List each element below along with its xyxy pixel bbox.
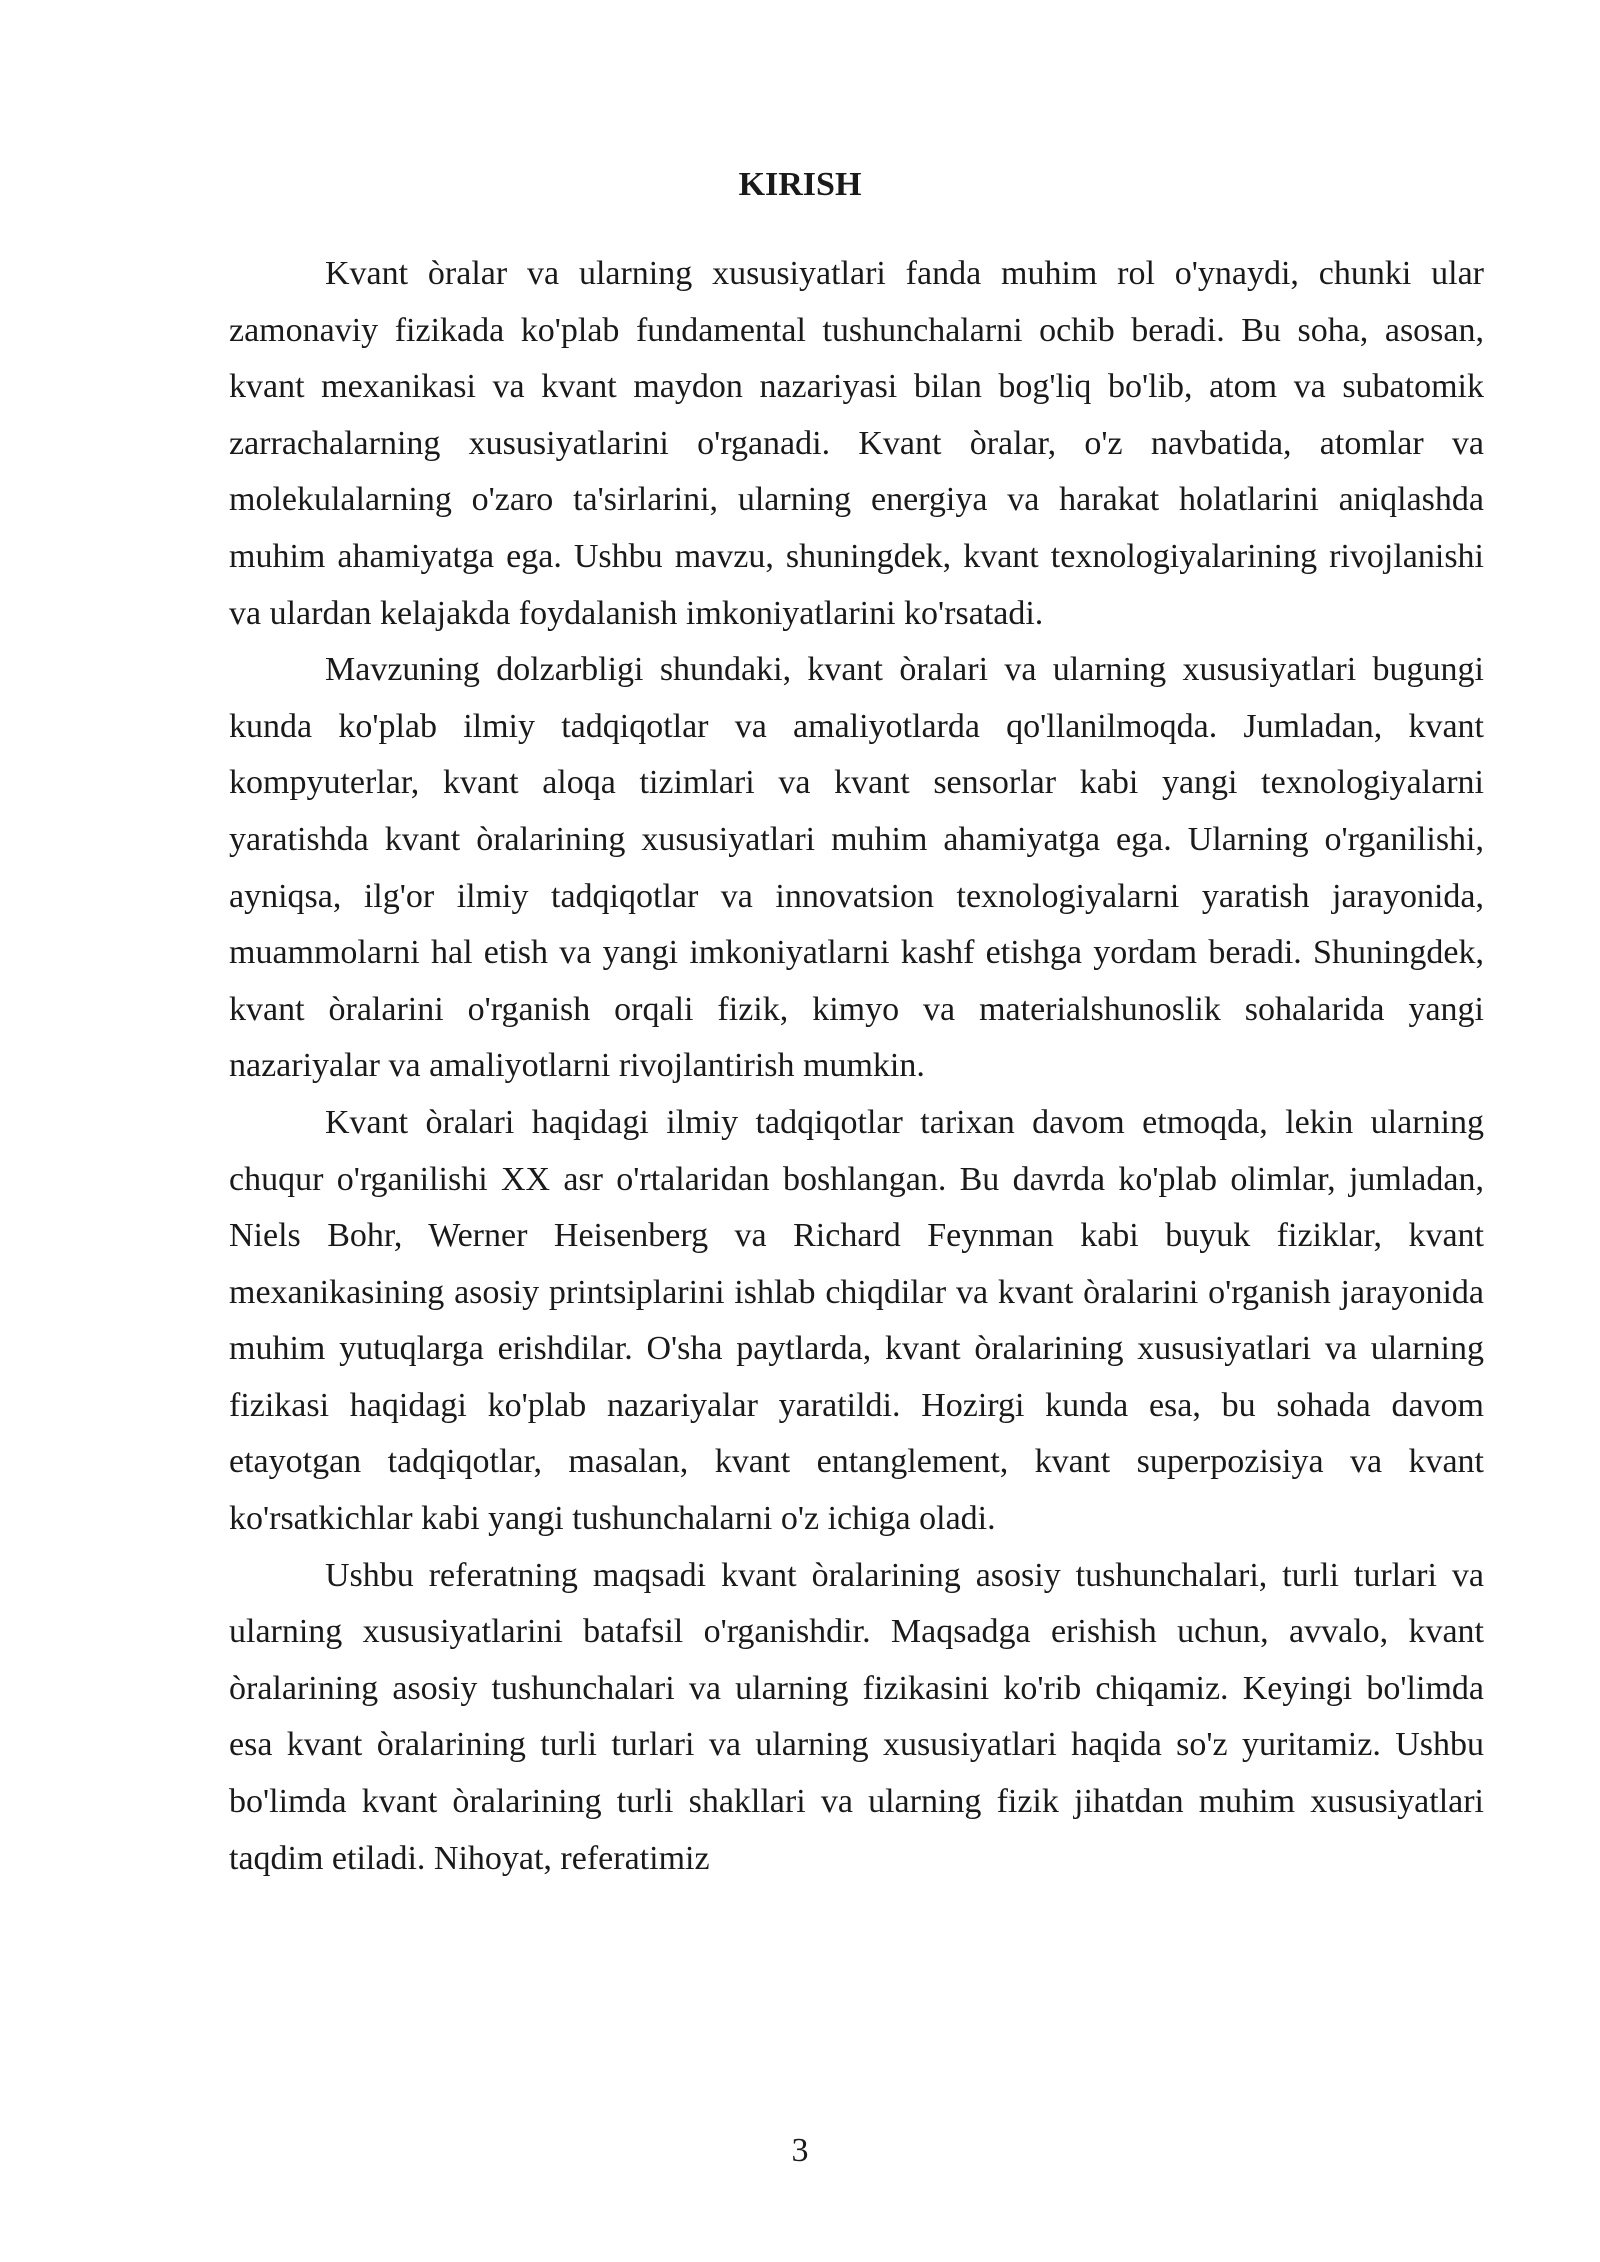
- section-heading: KIRISH: [738, 166, 862, 203]
- page-number: 3: [791, 2132, 809, 2169]
- paragraph-3: Kvant òralari haqidagi ilmiy tadqiqotlar tarixan davom etmoqda, lekin ularning chuqur o'rganilishi XX asr o'rtalaridan boshlangan. Bu davrda ko'plab olimlar, jumladan, Niels Bohr, Werner Heisenberg va Richard Feynman kabi buyuk fiziklar, kvant mexanikasining asosiy printsiplarini ishlab chiqdilar va kvant òralarini o'rganish jarayonida muhim yutuqlarga erishdilar. O'sha paytlarda, kvant òralarining xususiyatlari va ularning fizikasi haqidagi ko'plab nazariyalar yaratildi. Hozirgi kunda esa, bu sohada davom etayotgan tadqiqotlar, masalan, kvant entanglement, kvant superpozisiya va kvant ko'rsatkichlar kabi yangi tushunchalarni o'z ichiga oladi.: [229, 1103, 1484, 1538]
- paragraph-4: Ushbu referatning maqsadi kvant òralarining asosiy tushunchalari, turli turlari va ularning xususiyatlarini batafsil o'rganishdir. Maqsadga erishish uchun, avvalo, kvant òralarining asosiy tushunchalari va ularning fizikasini ko'rib chiqamiz. Keyingi bo'limda esa kvant òralarining turli turlari va ularning xususiyatlari haqida so'z yuritamiz. Ushbu bo'limda kvant òralarining turli shakllari va ularning fizik jihatdan muhim xususiyatlari taqdim etiladi. Nihoyat, referatimiz: [229, 1556, 1484, 1877]
- body-text: [229, 246, 1484, 1887]
- paragraph-1: Kvant òralar va ularning xususiyatlari fanda muhim rol o'ynaydi, chunki ular zamonaviy fizikada ko'plab fundamental tushunchalarni ochib beradi. Bu soha, asosan, kvant mexanikasi va kvant maydon nazariyasi bilan bog'liq bo'lib, atom va subatomik zarrachalarning xususiyatlarini o'rganadi. Kvant òralar, o'z navbatida, atomlar va molekulalarning o'zaro ta'sirlarini, ularning energiya va harakat holatlarini aniqlashda muhim ahamiyatga ega. Ushbu mavzu, shuningdek, kvant texnologiyalarining rivojlanishi va ulardan kelajakda foydalanish imkoniyatlarini ko'rsatadi.: [229, 255, 1484, 632]
- paragraph-2: Mavzuning dolzarbligi shundaki, kvant òralari va ularning xususiyatlari bugungi kunda ko'plab ilmiy tadqiqotlar va amaliyotlarda qo'llanilmoqda. Jumladan, kvant kompyuterlar, kvant aloqa tizimlari va kvant sensorlar kabi yangi texnologiyalarni yaratishda kvant òralarining xususiyatlari muhim ahamiyatga ega. Ularning o'rganilishi, ayniqsa, ilg'or ilmiy tadqiqotlar va innovatsion texnologiyalarni yaratish jarayonida, muammolarni hal etish va yangi imkoniyatlarni kashf etishga yordam beradi. Shuningdek, kvant òralarini o'rganish orqali fizik, kimyo va materialshunoslik sohalarida yangi nazariyalar va amaliyotlarni rivojlantirish mumkin.: [229, 651, 1484, 1085]
